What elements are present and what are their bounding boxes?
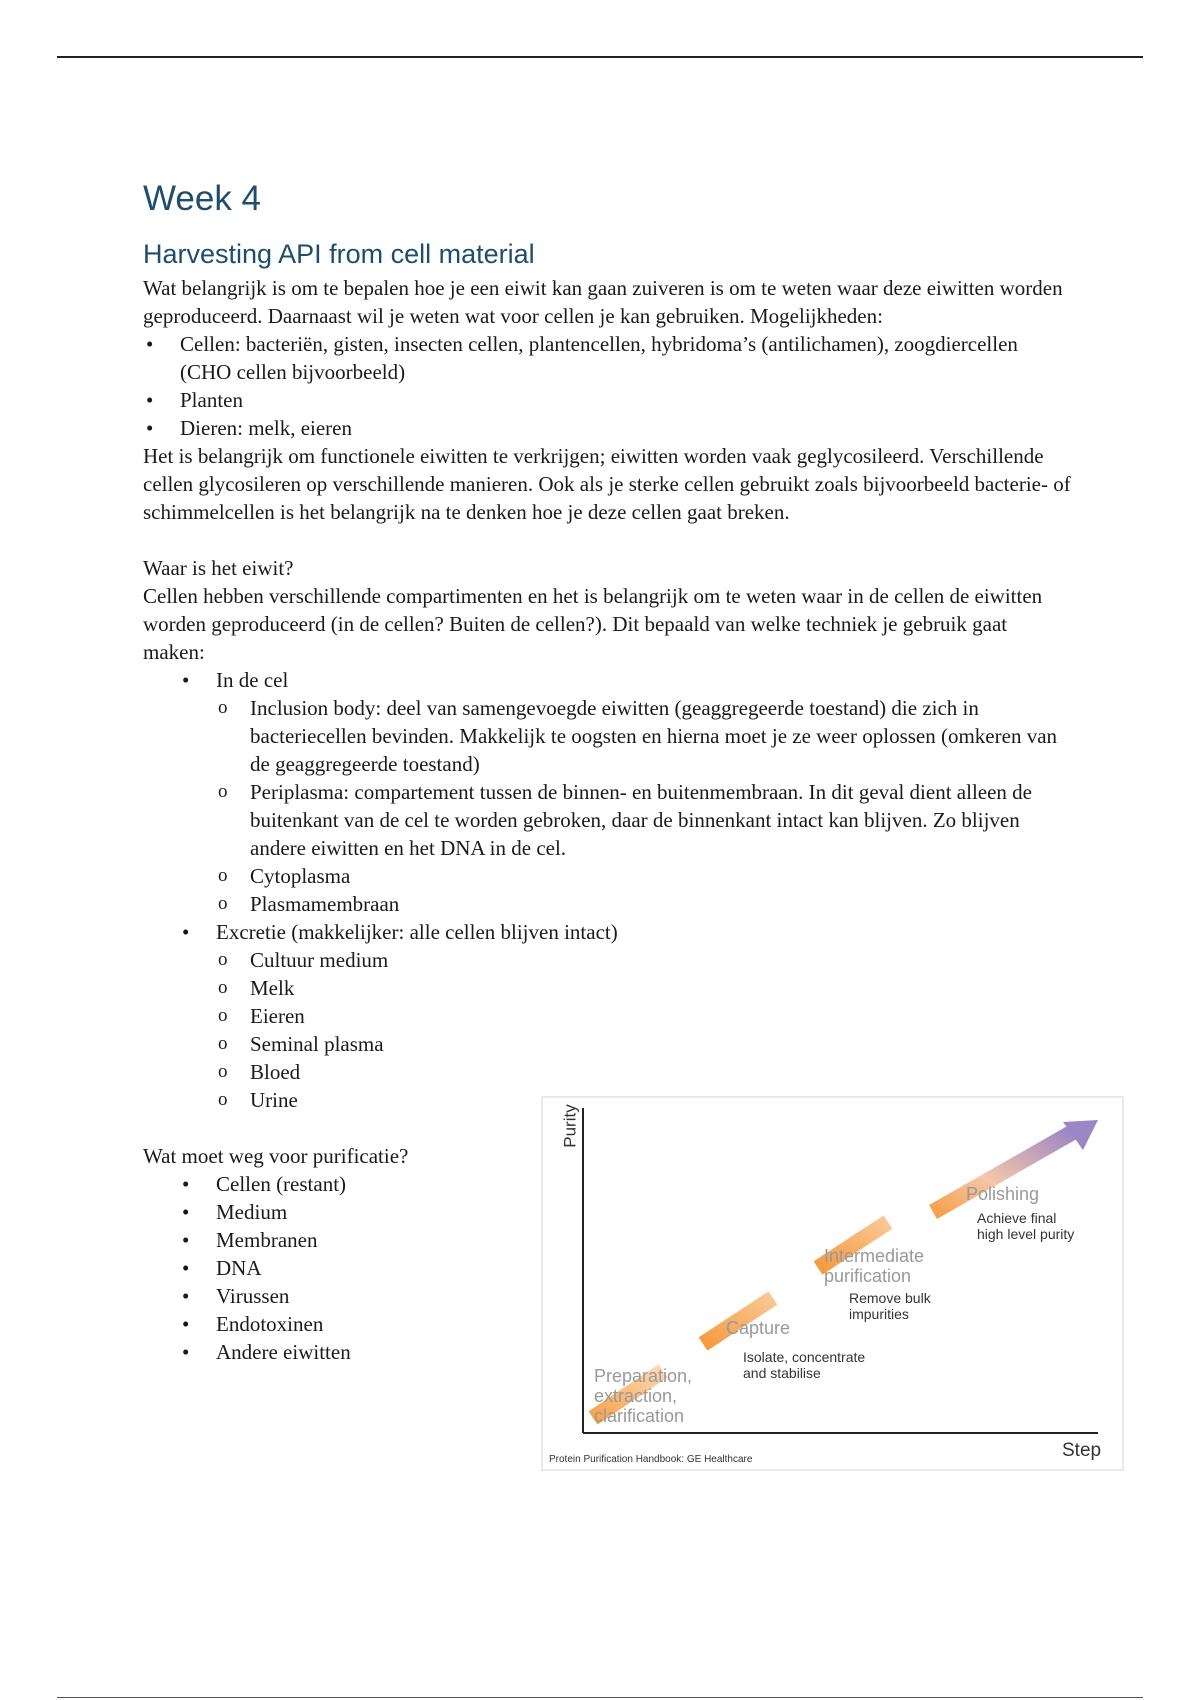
list-item: o Seminal plasma	[215, 1030, 1073, 1058]
stage-desc-line: Achieve final	[977, 1210, 1057, 1226]
removal-question: Wat moet weg voor purificatie?	[143, 1144, 409, 1169]
list-item: o Inclusion body: deel van samengevoegde eiwitten (geaggregeerde toestand) die zich in bacteriecellen bevinden. Makkelijk te oogsten en hierna moet je ze weer oplossen (omkeren van de geaggregeerde toestand)	[215, 694, 1073, 778]
list-item: o Bloed	[215, 1058, 1073, 1086]
list-item: o Melk	[215, 974, 1073, 1002]
list-item: • Endotoxinen	[179, 1310, 1073, 1338]
list-item: • Cellen: bacteriën, gisten, insecten cellen, plantencellen, hybridoma’s (antilichamen), zoogdiercellen (CHO cellen bijvoorbeeld)	[143, 330, 1073, 386]
where-paragraph: Cellen hebben verschillende compartimenten en het is belangrijk om te weten waar in de cellen de eiwitten worden geproduceerd (in de cellen? Buiten de cellen?). Dit bepaald van welke techniek je gebruik gaat maken:	[143, 584, 1043, 665]
list-item: o Eieren	[215, 1002, 1073, 1030]
stage-intermediate	[824, 1246, 924, 1286]
stage-capture	[726, 1318, 790, 1338]
list-item: • Medium	[179, 1198, 1073, 1226]
list-item: • Virussen	[179, 1282, 1073, 1310]
list-item: • Andere eiwitten	[179, 1338, 1073, 1366]
list-item: • Dieren: melk, eieren	[143, 414, 1073, 442]
list-item: • DNA	[179, 1254, 1073, 1282]
stage-desc-line: high level purity	[977, 1226, 1075, 1242]
stage-name-line: clarification	[594, 1406, 685, 1426]
list-item: o Cytoplasma	[215, 862, 1073, 890]
stage-desc-line: Remove bulk	[849, 1290, 931, 1306]
stage-name-line: extraction,	[594, 1386, 678, 1406]
list-item: • Planten	[143, 386, 1073, 414]
list-item: • Membranen	[179, 1226, 1073, 1254]
y-axis-text: Purity	[560, 1104, 580, 1148]
excretion-list	[179, 918, 1073, 946]
figure-caption: Protein Purification Handbook: GE Healthcare	[549, 1454, 753, 1465]
stage-polishing-desc	[977, 1210, 1074, 1242]
stage-desc-line: and stabilise	[743, 1365, 821, 1381]
stage-polishing	[966, 1184, 1039, 1204]
list-item	[179, 666, 1073, 694]
sources-list	[143, 330, 1073, 442]
excretion-sublist	[215, 946, 1073, 1114]
stage-name-line: purification	[824, 1266, 912, 1286]
excretion-label: Excretie (makkelijker: alle cellen blijven intact)	[216, 920, 618, 945]
stage-name-line: Intermediate	[824, 1246, 925, 1266]
stage-name-line: Polishing	[966, 1184, 1040, 1204]
stage-name-line: Capture	[726, 1318, 791, 1338]
stage-desc-line: impurities	[849, 1306, 909, 1322]
where-question: Waar is het eiwit?	[143, 556, 294, 581]
stage-intermediate-desc	[849, 1290, 931, 1322]
top-rule	[57, 56, 1143, 58]
stage-capture-desc	[743, 1349, 865, 1381]
in-cell-list	[215, 694, 1073, 918]
stage-desc-line: Isolate, concentrate	[743, 1349, 866, 1365]
list-item: o Cultuur medium	[215, 946, 1073, 974]
list-item: o Plasmamembraan	[215, 890, 1073, 918]
stage-preparation	[594, 1366, 692, 1426]
list-item: o Urine	[215, 1086, 1073, 1114]
stage-name-line: Preparation,	[594, 1366, 693, 1386]
page-title: Week 4	[143, 179, 262, 218]
x-axis-label: Step	[1062, 1440, 1102, 1461]
intro-paragraph: Wat belangrijk is om te bepalen hoe je een eiwit kan gaan zuiveren is om te weten waar deze eiwitten worden geproduceerd. Daarnaast wil je weten wat voor cellen je kan gebruiken. Mogelijkheden:	[143, 276, 1063, 329]
purification-diagram	[541, 1096, 1124, 1471]
y-axis-label	[543, 1098, 593, 1148]
section-heading: Harvesting API from cell material	[143, 239, 535, 269]
list-item	[179, 918, 1073, 946]
in-cell-label: In de cel	[216, 668, 289, 693]
location-list	[179, 666, 1073, 694]
list-item: • Cellen (restant)	[179, 1170, 1073, 1198]
functional-paragraph: Het is belangrijk om functionele eiwitten te verkrijgen; eiwitten worden vaak geglycosileerd. Verschillende cellen glycosileren op verschillende manieren. Ook als je sterke cellen gebruikt zoals bijvoorbeeld bacterie- of schimmelcellen is het belangrijk na te denken hoe je deze cellen gaat breken.	[143, 444, 1071, 525]
bottom-rule	[57, 1697, 1143, 1698]
list-item: o Periplasma: compartement tussen de binnen- en buitenmembraan. In dit geval dient alleen de buitenkant van de cel te worden gebroken, daar de binnenkant intact kan blijven. Zo blijven andere eiwitten en het DNA in de cel.	[215, 778, 1073, 862]
